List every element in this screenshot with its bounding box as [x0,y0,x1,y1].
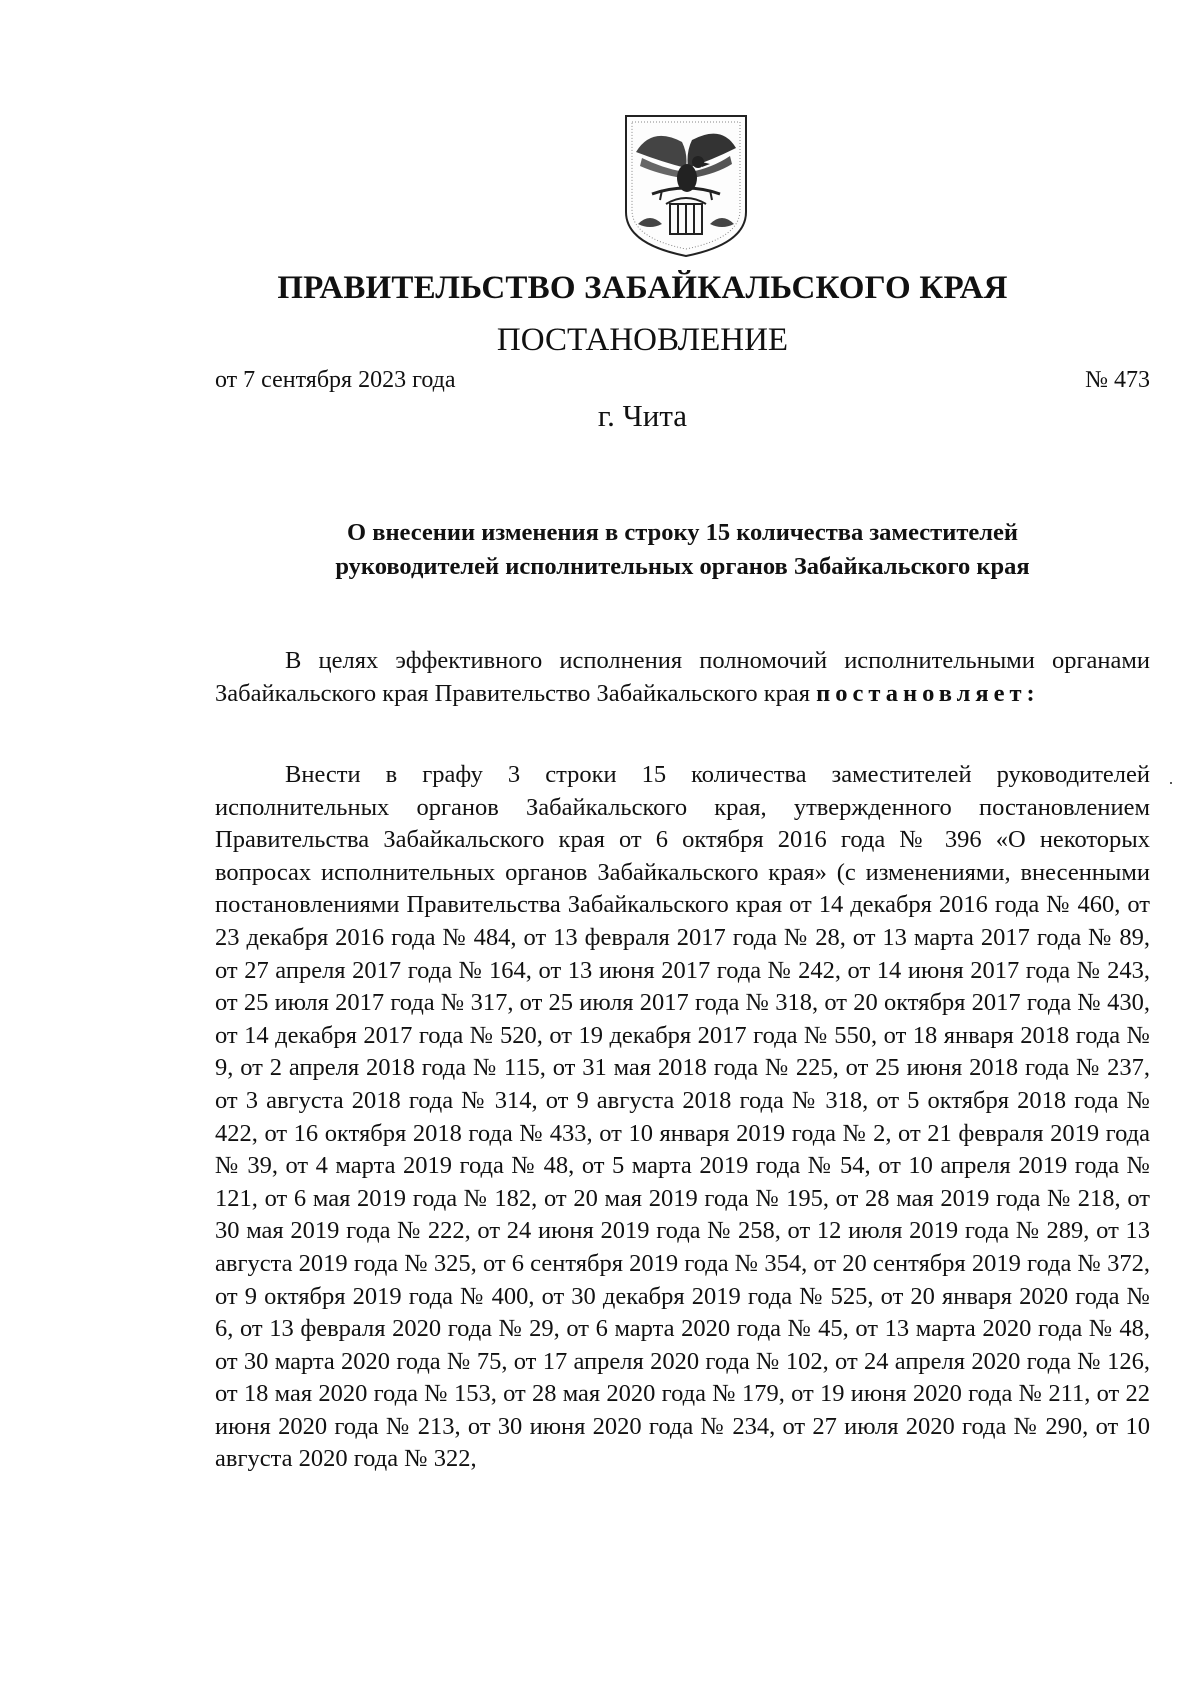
main-paragraph: Внести в графу 3 строки 15 количества заместителей руководителей исполнительных органов Забайкальского края, утвержденного постановлением Правительства Забайкальского края от 6 октября 2016 года № 396 «О некоторых вопросах исполнительных органов Забайкальского края» (с изменениями, внесенными постановлениями Правительства Забайкальского края от 14 декабря 2016 года № 460, от 23 декабря 2016 года № 484, от 13 февраля 2017 года № 28, от 13 марта 2017 года № 89, от 27 апреля 2017 года № 164, от 13 июня 2017 года № 242, от 14 июня 2017 года № 243, от 25 июля 2017 года № 317, от 25 июля 2017 года № 318, от 20 октября 2017 года № 430, от 14 декабря 2017 года № 520, от 19 декабря 2017 года № 550, от 18 января 2018 года № 9, от 2 апреля 2018 года № 115, от 31 мая 2018 года № 225, от 25 июня 2018 года № 237, от 3 августа 2018 года № 314, от 9 августа 2018 года № 318, от 5 октября 2018 года № 422, от 16 октября 2018 года № 433, от 10 января 2019 года № 2, от 21 февраля 2019 года № 39, от 4 марта 2019 года № 48, от 5 марта 2019 года № 54, от 10 апреля 2019 года № 121, от 6 мая 2019 года № 182, от 20 мая 2019 года № 195, от 28 мая 2019 года № 218, от 30 мая 2019 года № 222, от 24 июня 2019 года № 258, от 12 июля 2019 года № 289, от 13 августа 2019 года № 325, от 6 сентября 2019 года № 354, от 20 сентября 2019 года № 372, от 9 октября 2019 года № 400, от 30 декабря 2019 года № 525, от 20 января 2020 года № 6, от 13 февраля 2020 года № 29, от 6 марта 2020 года № 45, от 13 марта 2020 года № 48, от 30 марта 2020 года № 75, от 17 апреля 2020 года № 102, от 24 апреля 2020 года № 126, от 18 мая 2020 года № 153, от 28 мая 2020 года № 179, от 19 июня 2020 года № 211, от 22 июня 2020 года № 213, от 30 июня 2020 года № 234, от 27 июля 2020 года № 290, от 10 августа 2020 года № 322, [215,761,1150,1473]
document-city: г. Чита [597,398,688,433]
coat-of-arms-eagle-icon [622,112,750,260]
document-date: от 7 сентября 2023 года [215,367,456,393]
decree-word: постановляет: [816,679,1040,707]
scan-speck [1170,782,1172,784]
document-type: ПОСТАНОВЛЕНИЕ [496,322,789,358]
subject-line-1: О внесении изменения в строку 15 количества заместителей [347,519,1018,546]
subject-line-2: руководителей исполнительных органов Забайкальского края [335,553,1030,580]
document-number: № 473 [1085,367,1150,393]
organization-title: ПРАВИТЕЛЬСТВО ЗАБАЙКАЛЬСКОГО КРАЯ [277,270,1008,306]
preamble-text: В целях эффективного исполнения полномочий исполнительными органами Забайкальского края Правительство Забайкальского края [215,647,1150,707]
document-subject [215,516,1150,584]
preamble-paragraph [215,645,1150,710]
